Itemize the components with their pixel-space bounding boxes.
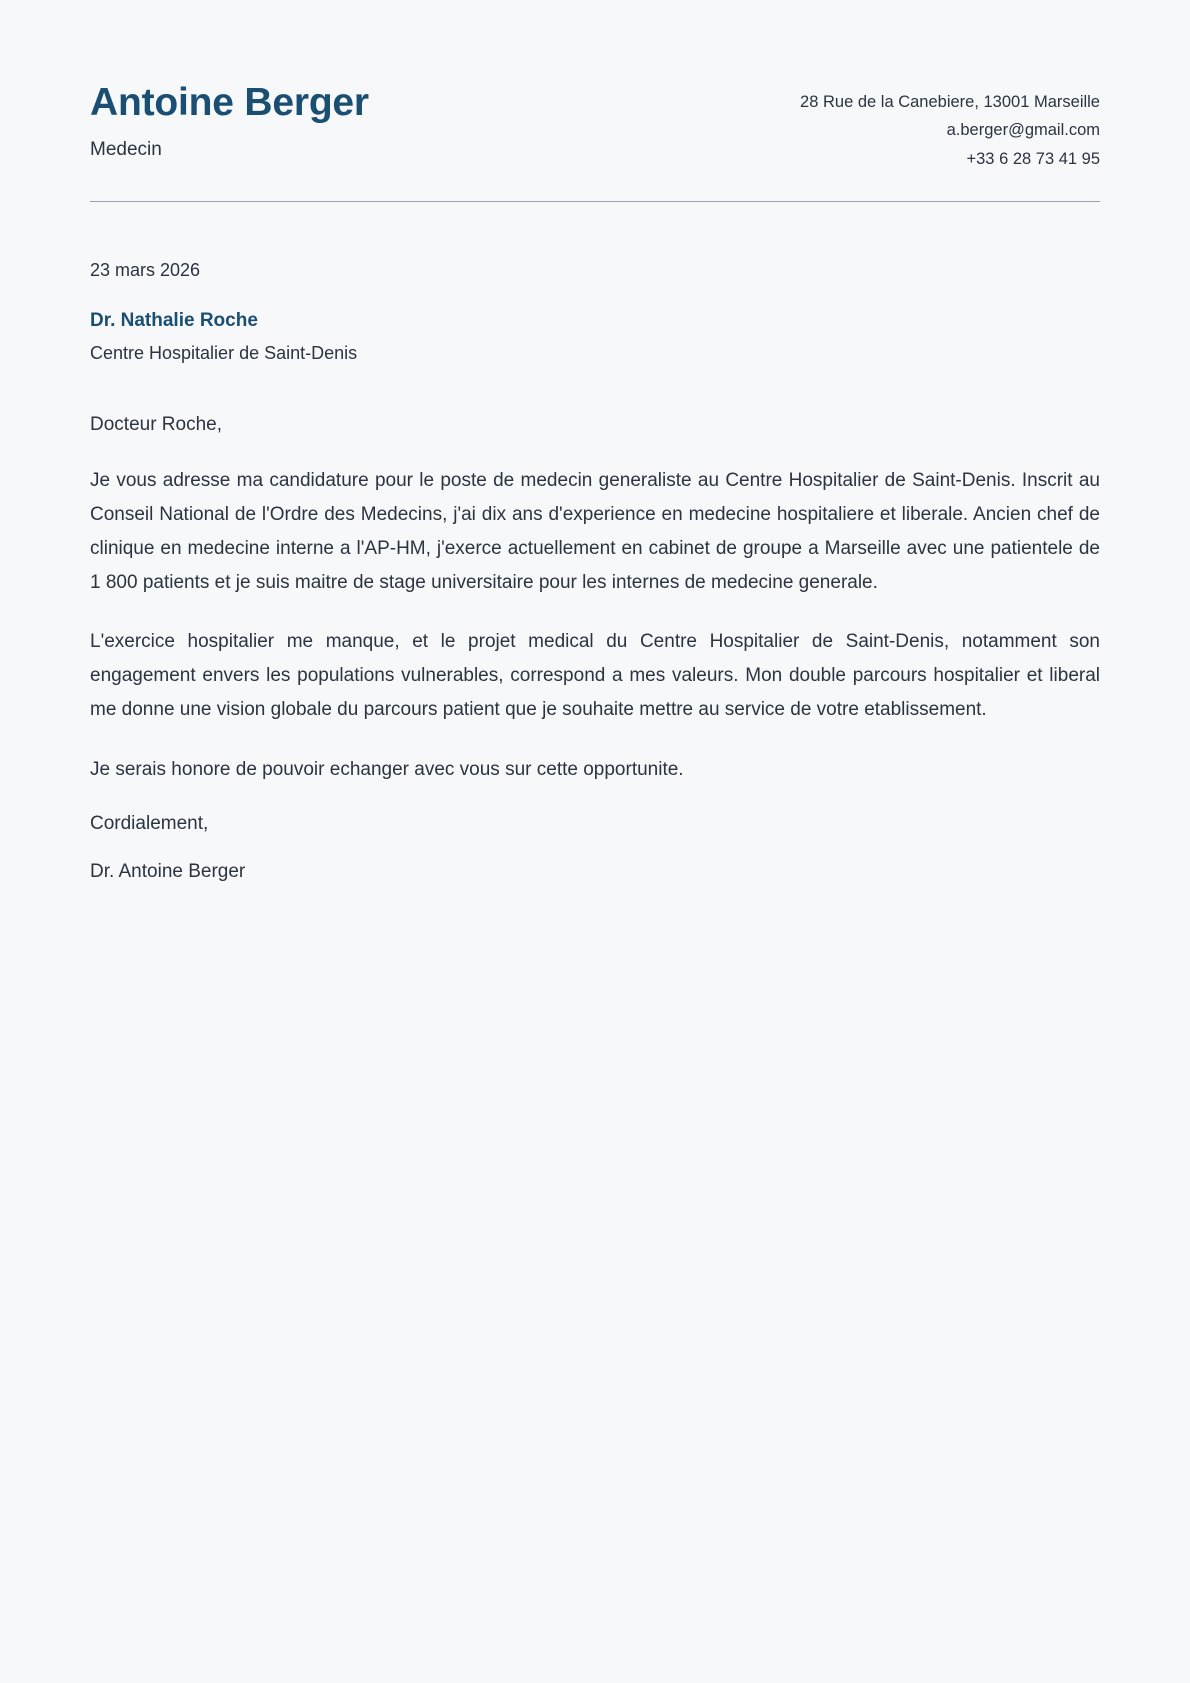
letter-closing: Cordialement, xyxy=(90,812,209,834)
letter-body xyxy=(90,414,1100,883)
letter-meta xyxy=(90,260,1100,364)
header-divider xyxy=(90,201,1100,202)
page-title: Antoine Berger xyxy=(90,81,369,124)
recipient-name: Dr. Nathalie Roche xyxy=(90,310,258,332)
contact-phone: +33 6 28 73 41 95 xyxy=(966,149,1100,168)
contact-block xyxy=(800,78,1100,173)
letter-signature: Dr. Antoine Berger xyxy=(90,860,246,882)
letter-header xyxy=(90,78,1100,173)
contact-email: a.berger@gmail.com xyxy=(946,121,1100,140)
letter-paragraph: Je serais honore de pouvoir echanger avec vous sur cette opportunite. xyxy=(90,758,684,780)
letter-paragraph: Je vous adresse ma candidature pour le poste de medecin generaliste au Centre Hospitalier de Saint-Denis. Inscrit au Conseil National de l'Ordre des Medecins, j'ai dix ans d'experience en medecine hospitaliere et liberale. Ancien chef de clinique en medecine interne a l'AP-HM, j'exerce actuellement en cabinet de groupe a Marseille avec une patientele de 1 800 patients et je suis maitre de stage universitaire pour les internes de medecine generale. xyxy=(90,470,1100,593)
contact-address: 28 Rue de la Canebiere, 13001 Marseille xyxy=(800,93,1100,111)
letter-date: 23 mars 2026 xyxy=(90,260,201,281)
sender-role: Medecin xyxy=(90,138,162,160)
sender-identity xyxy=(90,78,369,161)
letter-salutation: Docteur Roche, xyxy=(90,414,223,436)
recipient-organization: Centre Hospitalier de Saint-Denis xyxy=(90,343,358,364)
letter-paragraph: L'exercice hospitalier me manque, et le projet medical du Centre Hospitalier de Saint-Denis, notamment son engagement envers les populations vulnerables, correspond a mes valeurs. Mon double parcours hospitalier et liberal me donne une vision globale du parcours patient que je souhaite mettre au service de votre etablissement. xyxy=(90,631,1100,720)
